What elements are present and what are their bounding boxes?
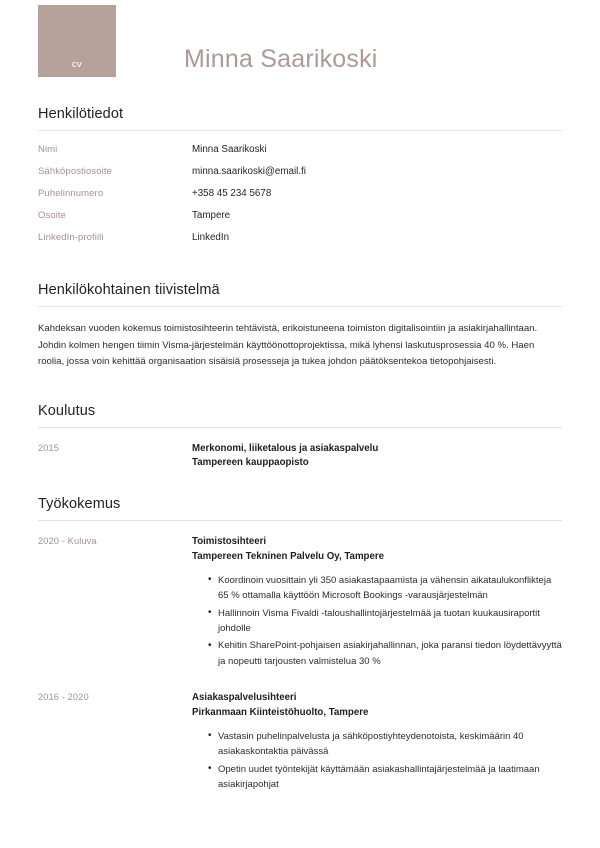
experience-entries (38, 521, 562, 794)
education-entries (38, 428, 562, 471)
entry-bullet: • Vastasin puhelinpalvelusta ja sähköpostiyhteydenotoista, keskimäärin 40 asiakaskontaktia päivässä (208, 729, 562, 760)
detail-row (38, 210, 562, 221)
detail-value-linkedin: LinkedIn (192, 232, 230, 243)
entry-bullet: • Kehitin SharePoint-pohjaisen asiakirjahallinnan, joka paransi tiedon löydettävyyttä ja nopeutti tarjousten valmistelua 30 % (208, 638, 562, 669)
entry-organization: Tampereen kauppaopisto (192, 456, 309, 468)
entry-title: Merkonomi, liiketalous ja asiakaspalvelu (192, 442, 379, 454)
entry-date: 2020 - Kuluva (38, 536, 97, 547)
entry-date: 2015 (38, 442, 60, 453)
detail-value-address: Tampere (192, 210, 231, 221)
entry-bullet: • Opetin uudet työntekijät käyttämään asiakashallintajärjestelmää ja laatimaan asiakirjapohjat (208, 762, 562, 793)
section-education (38, 403, 562, 471)
detail-row (38, 188, 562, 199)
page-title: Minna Saarikoski (184, 44, 378, 73)
detail-row (38, 166, 562, 177)
entry-title: Toimistosihteeri (192, 536, 267, 548)
summary-text: Kahdeksan vuoden kokemus toimistosihteerin tehtävistä, erikoistuneena toimiston digitalisointiin ja asiakirjahallintaan. Johdin kolmen hengen tiimin Visma-järjestelmän käyttöönottoprojektissa, mikä lyhensi laskutusprosessia 40 %. Haen roolia, jossa voin kehittää organisaation sisäisiä prosesseja ja tukea johdon päätöksentekoa tietopohjaisesti. (38, 323, 538, 367)
cv-header (38, 0, 562, 100)
experience-entry (38, 691, 562, 794)
experience-entry (38, 535, 562, 671)
cv-logo-block (38, 5, 116, 77)
section-experience (38, 496, 562, 794)
detail-label-nimi: Nimi (38, 144, 58, 155)
detail-label-address: Osoite (38, 210, 67, 221)
section-summary (38, 282, 562, 371)
entry-bullet: • Hallinnoin Visma Fivaldi -taloushallintojärjestelmää ja tuotan kuukausiraportit johdolle (208, 606, 562, 637)
section-title-education: Koulutus (38, 402, 96, 419)
entry-organization: Pirkanmaan Kiinteistöhuolto, Tampere (192, 706, 369, 718)
detail-label-phone: Puhelinnumero (38, 188, 104, 199)
entry-organization: Tampereen Tekninen Palvelu Oy, Tampere (192, 550, 385, 562)
cv-logo-label: cv (71, 59, 83, 70)
detail-row (38, 144, 562, 155)
section-title-experience: Työkokemus (38, 496, 121, 513)
entry-body (192, 442, 562, 471)
entry-bullet: • Koordinoin vuosittain yli 350 asiakastapaamista ja vähensin aikataulukonflikteja 65 % ottamalla käyttöön Microsoft Bookings -varausjärjestelmän (208, 573, 562, 604)
entry-date: 2016 - 2020 (38, 692, 89, 703)
entry-body (192, 691, 562, 794)
education-entry (38, 442, 562, 471)
entry-body (192, 535, 562, 671)
entry-bullet-list (192, 573, 562, 669)
section-title-personal: Henkilötiedot (38, 106, 124, 122)
section-personal-details (38, 106, 562, 243)
entry-bullet-list (192, 729, 562, 793)
detail-value-phone: +358 45 234 5678 (192, 188, 272, 199)
entry-title: Asiakaspalvelusihteeri (192, 692, 297, 704)
detail-value-nimi: Minna Saarikoski (192, 144, 267, 155)
personal-details-list (38, 131, 562, 243)
detail-label-email: Sähköpostiosoite (38, 166, 112, 177)
detail-row (38, 232, 562, 243)
detail-label-linkedin: LinkedIn-profiili (38, 232, 104, 243)
detail-value-email: minna.saarikoski@email.fi (192, 166, 306, 177)
section-title-summary: Henkilökohtainen tiivistelmä (38, 282, 220, 298)
